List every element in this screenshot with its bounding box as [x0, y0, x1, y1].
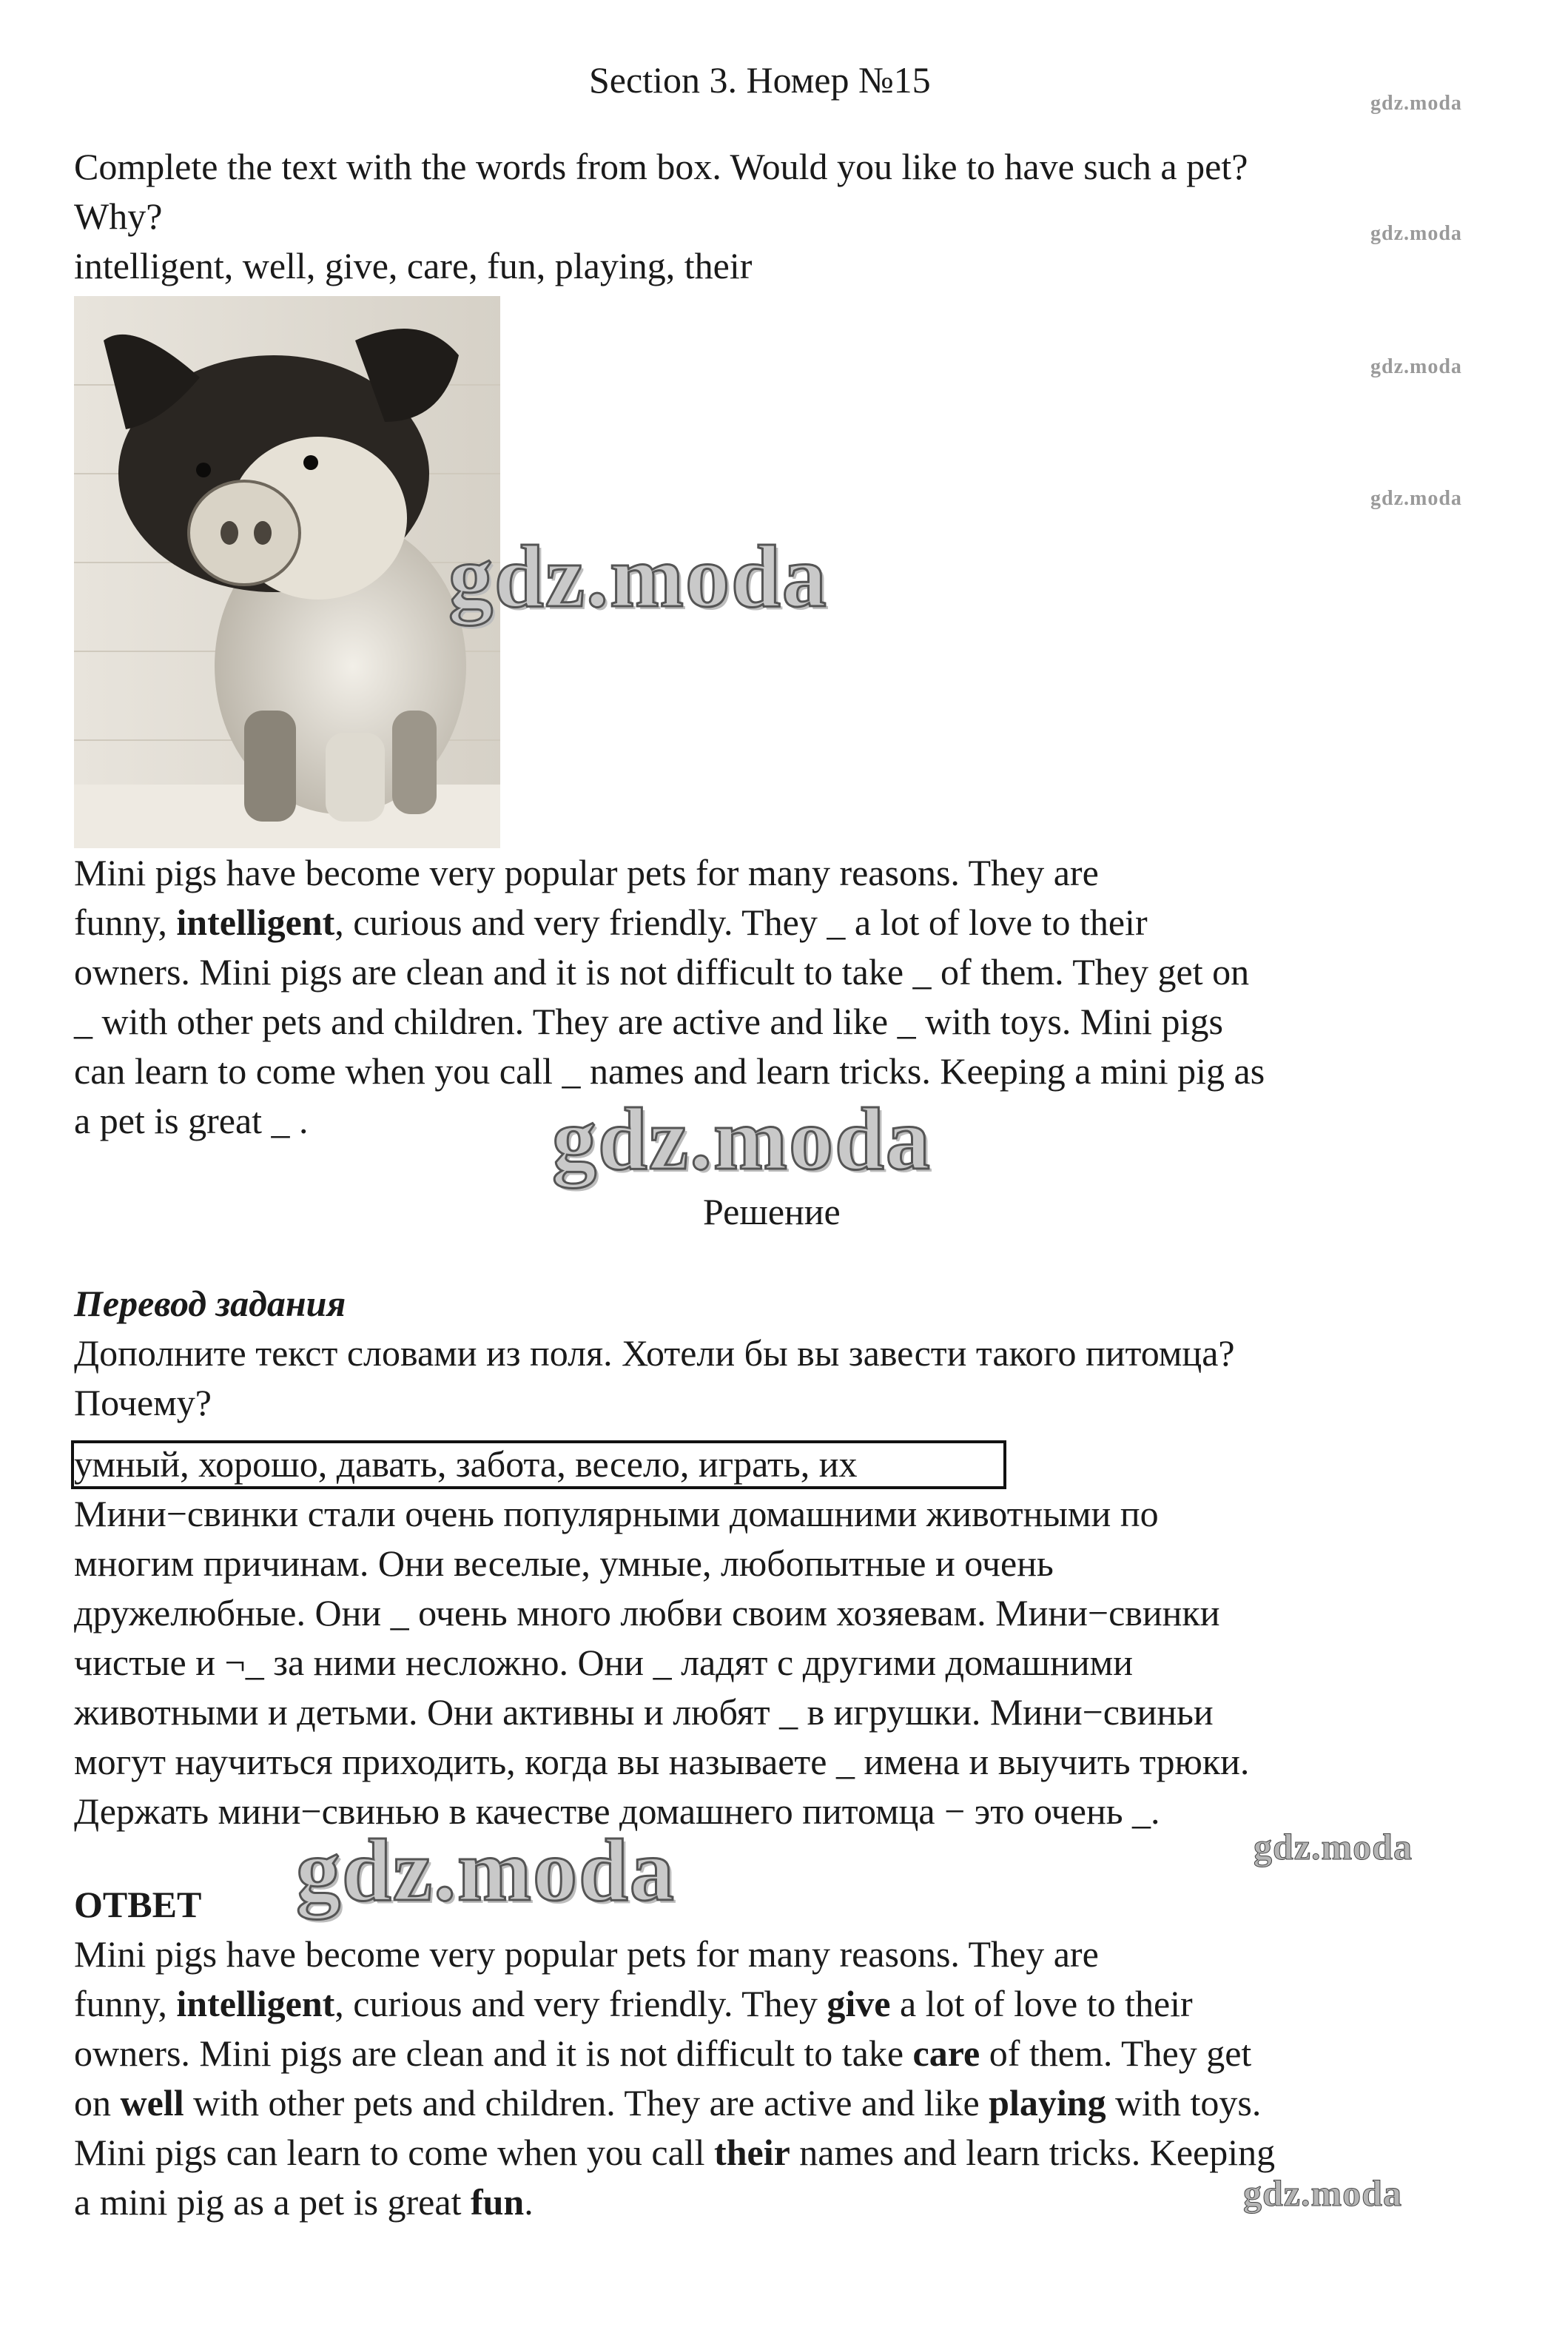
translation-line-2: Почему?: [74, 1382, 212, 1423]
page-title: Section 3. Номер №15: [589, 59, 931, 101]
exercise-line-5: can learn to come when you call _ names and learn tricks. Keeping a mini pig as: [74, 1050, 1265, 1092]
watermark-medium: gdz.moda: [1243, 2172, 1402, 2214]
translation-line-4: многим причинам. Они веселые, умные, любопытные и очень: [74, 1542, 1054, 1584]
watermark-small: gdz.moda: [1370, 355, 1462, 378]
answer-text: Mini pigs can learn to come when you call: [74, 2132, 715, 2173]
exercise-line-2: [74, 898, 1148, 947]
answer-text: , curious and very friendly. They: [334, 1983, 827, 2024]
answer-word: care: [912, 2032, 980, 2074]
word-box-list: intelligent, well, give, care, fun, playing, their: [74, 245, 753, 286]
answer-text: owners. Mini pigs are clean and it is not difficult to take: [74, 2032, 913, 2074]
translation-heading: Перевод задания: [74, 1283, 346, 1324]
answer-line-4: [74, 2078, 1261, 2128]
answer-text: with toys.: [1106, 2082, 1262, 2123]
watermark-small: gdz.moda: [1370, 92, 1462, 115]
watermark-large: gdz.moda: [448, 527, 828, 625]
task-instruction-line-1: Complete the text with the words from box. Would you like to have such a pet?: [74, 146, 1248, 187]
exercise-text: , curious and very friendly. They _ a lot of love to their: [334, 901, 1148, 943]
translation-line-5: дружелюбные. Они _ очень много любви своим хозяевам. Мини−свинки: [74, 1592, 1220, 1634]
exercise-line-6: a pet is great _ .: [74, 1100, 309, 1141]
answer-text: with other pets and children. They are active and like: [184, 2082, 989, 2123]
translation-word-box: умный, хорошо, давать, забота, весело, играть, их: [74, 1443, 858, 1485]
translation-line-1: Дополните текст словами из поля. Хотели бы вы завести такого питомца?: [74, 1332, 1235, 1374]
watermark-medium: gdz.moda: [1254, 1826, 1413, 1867]
watermark-small: gdz.moda: [1370, 222, 1462, 245]
exercise-text: funny,: [74, 901, 177, 943]
answer-line-3: [74, 2029, 1251, 2078]
answer-text: a lot of love to their: [890, 1983, 1193, 2024]
watermark-large: gdz.moda: [296, 1821, 676, 1919]
translation-line-8: могут научиться приходить, когда вы называете _ имена и выучить трюки.: [74, 1741, 1250, 1782]
translation-line-9: Держать мини−свинью в качестве домашнего питомца − это очень _.: [74, 1790, 1160, 1832]
answer-text: funny,: [74, 1983, 177, 2024]
answer-word: intelligent: [176, 1983, 335, 2024]
task-instruction-line-2: Why?: [74, 195, 163, 237]
translation-line-3: Мини−свинки стали очень популярными домашними животными по: [74, 1493, 1159, 1534]
answer-word: playing: [989, 2082, 1106, 2123]
filled-word: intelligent: [176, 901, 335, 943]
answer-text: on: [74, 2082, 121, 2123]
answer-word: well: [120, 2082, 184, 2123]
watermark-large: gdz.moda: [552, 1089, 932, 1188]
answer-heading: ОТВЕТ: [74, 1884, 202, 1925]
answer-line-5: [74, 2128, 1275, 2178]
answer-text: a mini pig as a pet is great: [74, 2181, 471, 2223]
answer-text: of them. They get: [980, 2032, 1252, 2074]
answer-word: their: [714, 2132, 790, 2173]
exercise-line-3: owners. Mini pigs are clean and it is not difficult to take _ of them. They get on: [74, 951, 1250, 993]
answer-text: .: [524, 2181, 534, 2223]
answer-line-1: Mini pigs have become very popular pets for many reasons. They are: [74, 1933, 1099, 1975]
translation-line-7: животными и детьми. Они активны и любят _ в игрушки. Мини−свиньи: [74, 1691, 1214, 1733]
answer-word: give: [827, 1983, 891, 2024]
answer-line-6: [74, 2178, 534, 2227]
exercise-line-1: Mini pigs have become very popular pets for many reasons. They are: [74, 852, 1099, 893]
exercise-line-4: _ with other pets and children. They are active and like _ with toys. Mini pigs: [74, 1001, 1223, 1042]
answer-word: fun: [470, 2181, 525, 2223]
watermark-small: gdz.moda: [1370, 487, 1462, 510]
answer-line-2: [74, 1979, 1193, 2029]
translation-line-6: чистые и ¬_ за ними несложно. Они _ ладят с другими домашними: [74, 1642, 1134, 1683]
answer-text: names and learn tricks. Keeping: [790, 2132, 1276, 2173]
solution-label: Решение: [703, 1191, 841, 1232]
mini-pig-photo: [74, 296, 500, 848]
